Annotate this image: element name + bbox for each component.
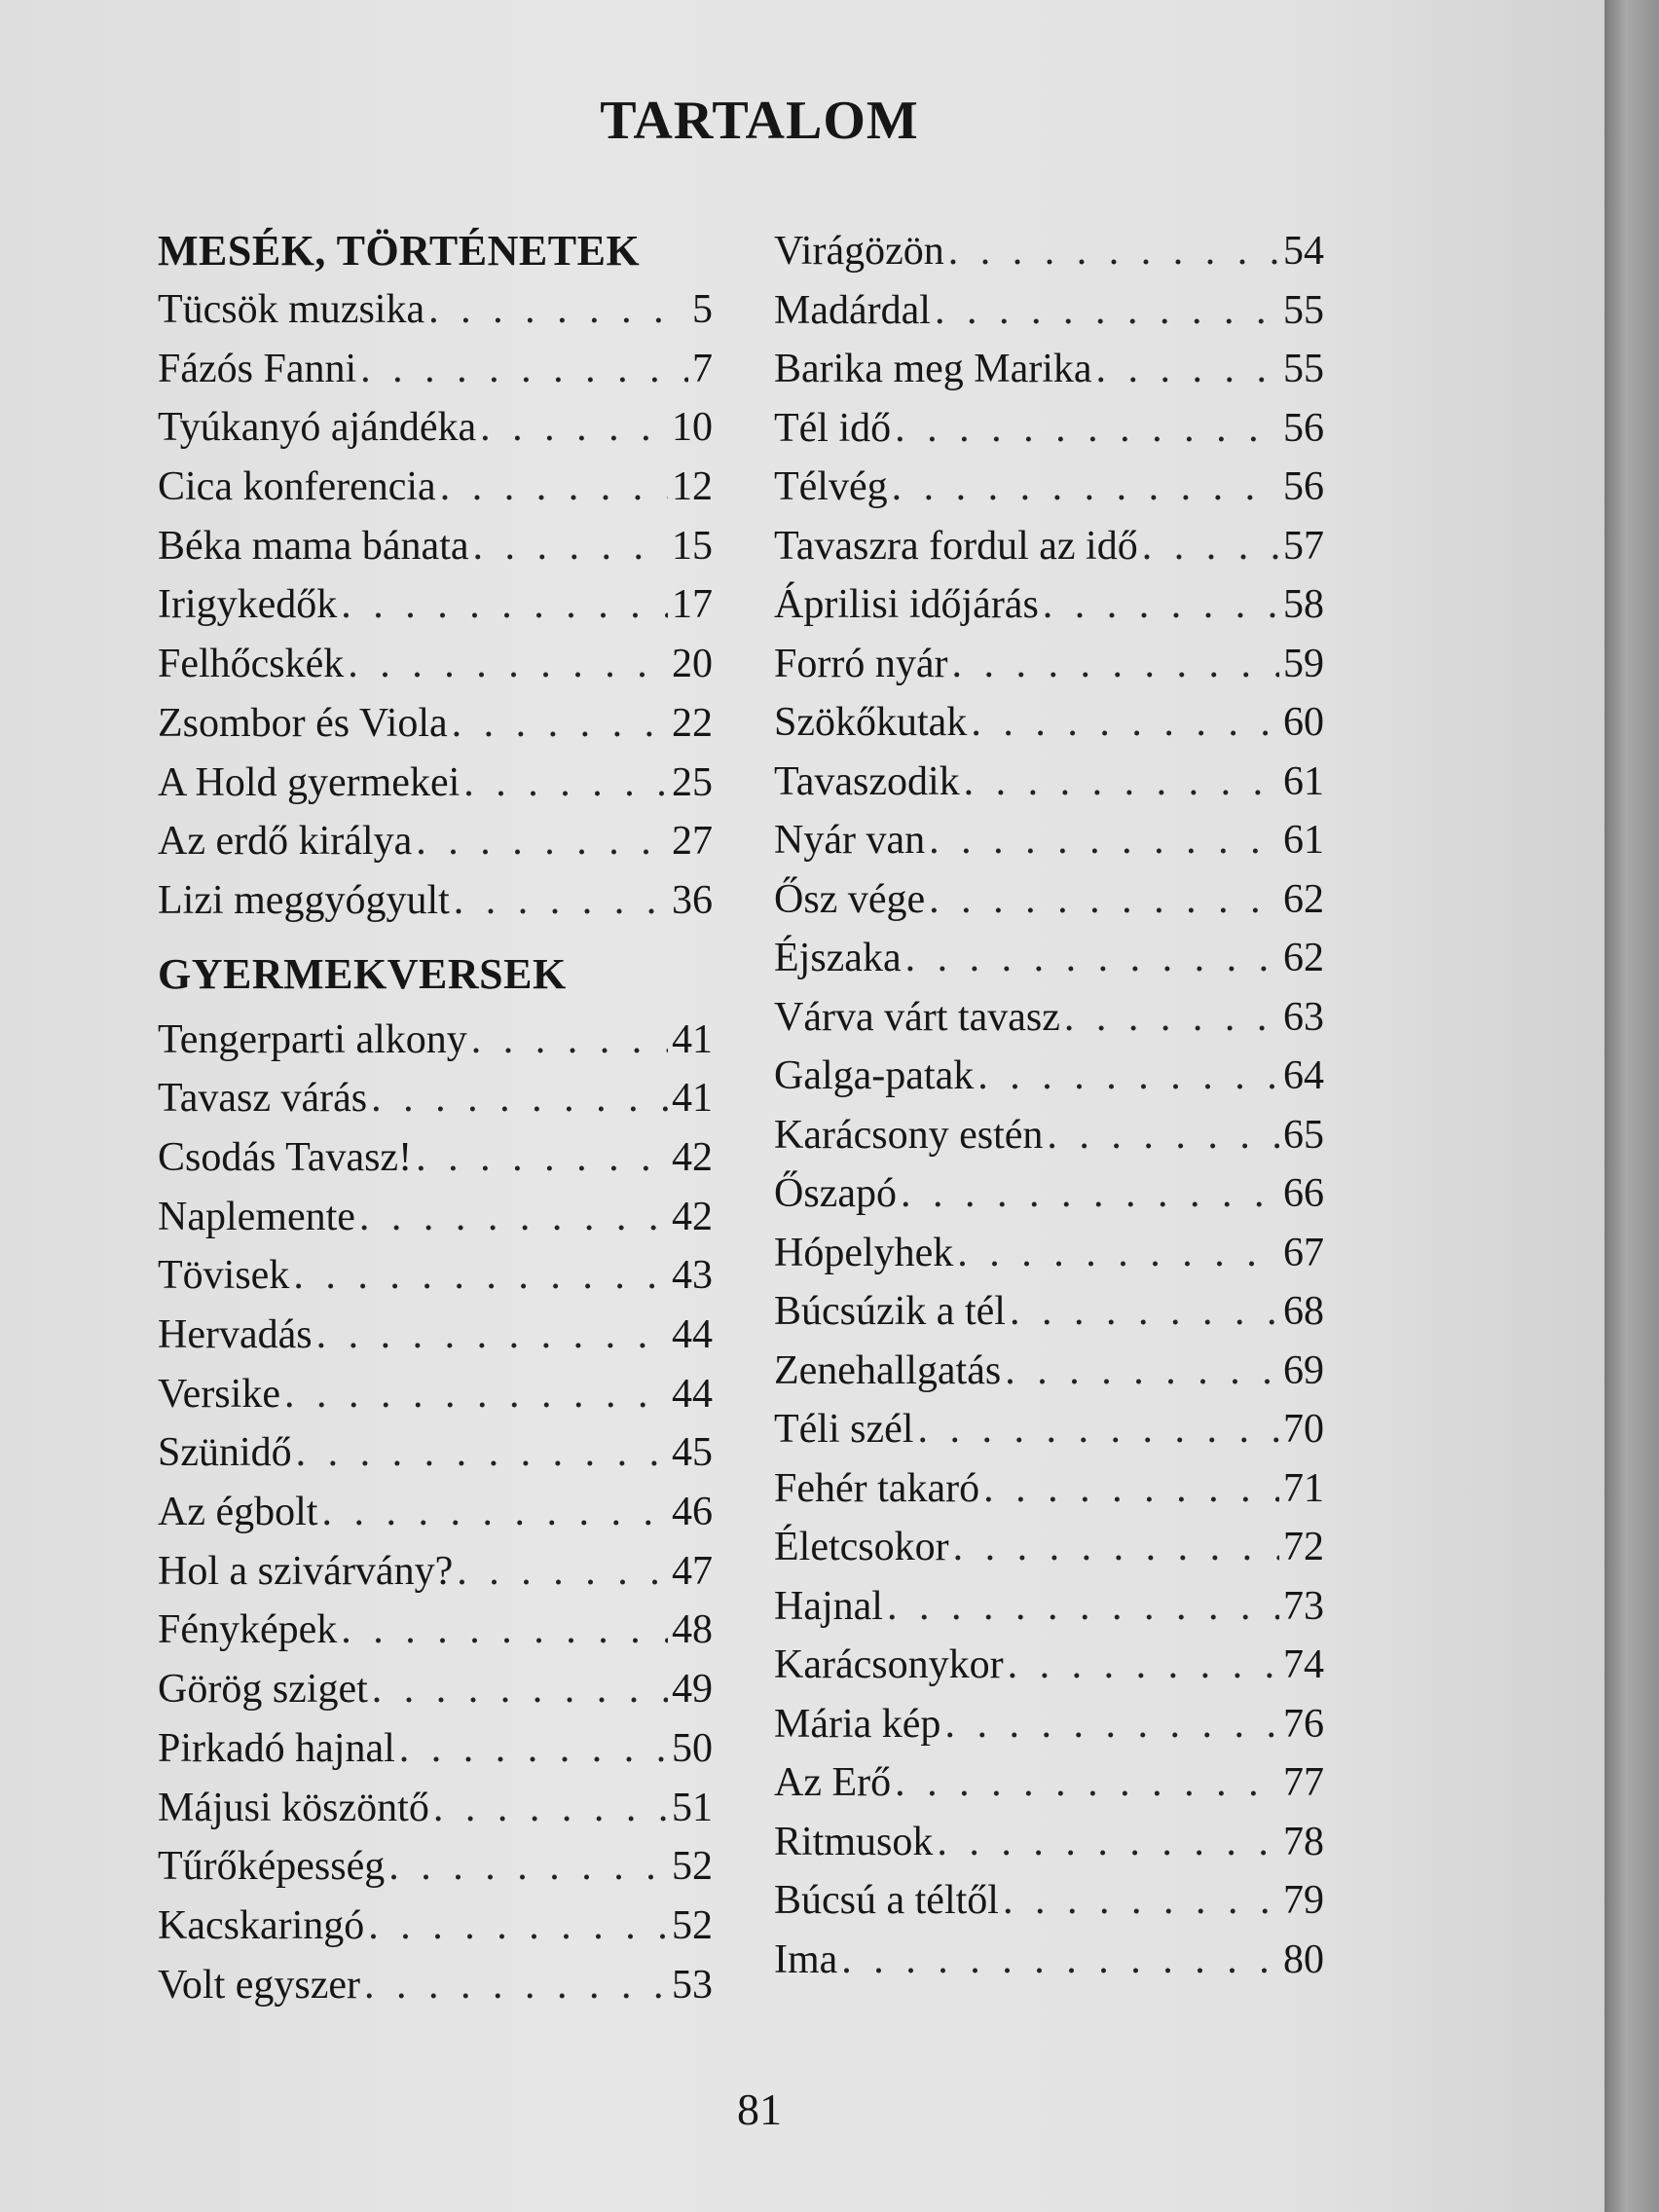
dot-leader [953,1518,1279,1576]
toc-entry [158,280,713,340]
toc-entry [774,1224,1324,1283]
dot-leader [971,693,1279,752]
toc-entry-page: 56 [1283,464,1324,509]
toc-entry-title: Hervadás [158,1312,313,1357]
dot-leader [948,222,1279,280]
toc-entry-page: 65 [1283,1112,1324,1158]
toc-entry [774,988,1324,1048]
toc-entry-page: 54 [1283,229,1324,274]
dot-leader [471,1011,668,1069]
toc-entry-title: Életcsokor [774,1525,949,1569]
toc-entry [774,222,1324,281]
toc-entry-page: 63 [1283,994,1324,1040]
toc-entry-page: 7 [692,346,713,391]
toc-entry-page: 62 [1283,936,1324,980]
toc-entry-page: 78 [1283,1819,1324,1864]
toc-entry-page: 36 [672,877,713,923]
toc-entry [158,1660,713,1719]
dot-leader [944,1695,1279,1753]
dot-leader [1142,517,1279,575]
toc-entry-title: Zenehallgatás [774,1347,1002,1393]
dot-leader [929,870,1279,929]
toc-entry-page: 71 [1283,1465,1324,1511]
right-list [774,222,1324,1989]
toc-entry-title: Téli szél [774,1407,914,1452]
toc-entry-page: 60 [1283,700,1324,745]
toc-entry-page: 41 [672,1076,713,1122]
toc-entry [158,1601,713,1660]
dot-leader [901,1164,1279,1223]
toc-entry-page: 72 [1283,1525,1324,1569]
toc-entry-page: 25 [672,759,713,805]
toc-entry-title: Tengerparti alkony [158,1016,467,1062]
toc-entry-title: Virágözön [774,229,944,274]
dot-leader [895,1753,1279,1812]
toc-entry [774,1518,1324,1577]
toc-entry [774,1931,1324,1990]
dot-leader [360,340,688,398]
toc-entry-title: Tücsök muzsika [158,287,425,332]
toc-entry [158,1423,713,1483]
toc-entry-title: Zsombor és Viola [158,700,448,746]
toc-entry-page: 22 [672,700,713,746]
dot-leader [473,517,668,575]
toc-entry-page: 55 [1283,347,1324,391]
toc-entry-page: 56 [1283,405,1324,451]
toc-entry-title: Nyár van [774,818,926,863]
toc-entry [774,870,1324,930]
toc-entry-title: Lizi meggyógyult [158,877,450,923]
toc-entry-title: Az égbolt [158,1490,318,1535]
toc-entry-title: Karácsony estén [774,1112,1044,1158]
dot-leader [917,1400,1279,1458]
toc-entry [774,1047,1324,1106]
toc-entry [774,575,1324,635]
toc-entry-page: 5 [692,287,713,332]
toc-entry-page: 50 [672,1725,713,1771]
toc-entry-page: 42 [672,1194,713,1239]
toc-entry-page: 80 [1283,1936,1324,1982]
toc-entry-page: 44 [672,1371,713,1417]
toc-entry-title: Forró nyár [774,641,948,686]
toc-entry-title: Éjszaka [774,936,902,980]
dot-leader [1003,1871,1279,1930]
toc-entry-title: Béka mama bánata [158,523,469,569]
dot-leader [905,929,1279,987]
dot-leader [841,1931,1279,1989]
dot-leader [399,1719,668,1778]
toc-entry-title: Várva várt tavasz [774,994,1060,1040]
dot-leader [983,1459,1279,1518]
dot-leader [480,398,668,457]
toc-entry-page: 73 [1283,1583,1324,1629]
dot-leader [359,1188,668,1246]
dot-leader [957,1224,1279,1282]
toc-entry [158,1719,713,1779]
toc-entry-title: Ritmusok [774,1819,934,1864]
section-heading-stories: MESÉK, TÖRTÉNETEK [158,227,641,275]
page-number: 81 [737,2084,782,2134]
toc-entry-title: Fényképek [158,1607,338,1653]
toc-entry-title: Karácsonykor [774,1642,1004,1687]
toc-entry-title: Görög sziget [158,1667,368,1713]
toc-entry-page: 61 [1283,818,1324,863]
dot-leader [1047,1106,1279,1164]
dot-leader [1008,1636,1279,1694]
dot-leader [964,753,1279,811]
toc-entry [774,753,1324,812]
toc-entry [158,812,713,871]
toc-entry [158,694,713,754]
book-edge [1604,0,1659,2212]
dot-leader [937,1813,1279,1871]
toc-entry-page: 44 [672,1312,713,1357]
toc-entry-page: 57 [1283,523,1324,569]
toc-entry-title: Őszapó [774,1171,897,1216]
toc-entry [158,1956,713,2015]
toc-entry [158,1779,713,1838]
toc-entry-title: Versike [158,1371,280,1417]
toc-entry-title: Hol a szivárvány? [158,1548,454,1594]
toc-entry-title: Mária kép [774,1701,941,1747]
dot-leader [371,1069,668,1127]
dot-leader [1064,988,1279,1047]
toc-entry-page: 51 [672,1785,713,1830]
toc-entry [158,575,713,635]
toc-entry [774,1164,1324,1224]
toc-entry [774,1282,1324,1342]
toc-entry-page: 59 [1283,641,1324,686]
toc-entry-title: Fehér takaró [774,1465,980,1511]
toc-entry-title: Kacskaringó [158,1902,365,1948]
dot-leader [935,281,1279,340]
toc-entry-page: 20 [672,642,713,687]
toc-entry [158,1188,713,1247]
toc-entry [774,1695,1324,1754]
toc-entry-page: 52 [672,1844,713,1890]
toc-entry-title: Madárdal [774,287,931,333]
toc-entry-page: 12 [672,464,713,510]
toc-entry-page: 15 [672,523,713,569]
dot-leader [364,1956,668,2014]
toc-entry-title: Szökőkutak [774,700,968,745]
poems-list [158,1011,713,2015]
toc-entry-title: Naplemente [158,1194,355,1239]
dot-leader [341,575,668,634]
dot-leader [416,1128,668,1187]
toc-entry-page: 70 [1283,1407,1324,1452]
toc-entry [774,1106,1324,1165]
toc-entry [158,1897,713,1956]
dot-leader [428,280,688,339]
dot-leader [368,1897,668,1955]
toc-entry [158,1246,713,1306]
toc-entry-title: Az erdő királya [158,819,413,865]
toc-entry-title: Ima [774,1936,838,1982]
toc-entry-title: Hópelyhek [774,1230,954,1275]
toc-entry-title: Tyúkanyó ajándéka [158,405,477,451]
toc-entry-page: 10 [672,405,713,451]
toc-entry [158,754,713,813]
dot-leader [977,1047,1279,1105]
toc-entry-page: 58 [1283,582,1324,627]
toc-entry-page: 66 [1283,1171,1324,1216]
toc-entry-page: 53 [672,1962,713,2008]
toc-entry-page: 79 [1283,1878,1324,1923]
dot-leader [452,694,668,753]
toc-entry-title: Tavaszra fordul az idő [774,523,1138,569]
toc-entry-page: 46 [672,1490,713,1535]
toc-entry-title: Az Erő [774,1760,892,1805]
toc-entry-title: A Hold gyermekei [158,759,461,805]
toc-entry [158,871,713,931]
toc-entry-page: 42 [672,1134,713,1180]
dot-leader [296,1423,668,1482]
toc-entry [774,1342,1324,1401]
toc-entry-title: Tavasz várás [158,1076,368,1122]
toc-entry [158,398,713,458]
toc-entry-title: Cica konferencia [158,464,436,510]
toc-entry-page: 68 [1283,1289,1324,1334]
dot-leader [892,458,1279,516]
toc-entry-page: 52 [672,1902,713,1948]
toc-entry [774,517,1324,576]
dot-leader [463,754,668,812]
toc-entry [774,693,1324,753]
toc-entry-page: 49 [672,1667,713,1713]
toc-entry-title: Tavaszodik [774,758,960,804]
toc-entry-title: Májusi köszöntő [158,1785,429,1830]
section-heading-poems: GYERMEKVERSEK [158,949,567,998]
toc-entry-page: 45 [672,1430,713,1476]
toc-entry [158,1306,713,1365]
toc-entry-page: 17 [672,582,713,628]
toc-entry-title: Tél idő [774,405,892,451]
right-column [774,222,1324,1989]
toc-entry-title: Csodás Tavasz! [158,1134,413,1180]
dot-leader [929,811,1279,869]
toc-entry-title: Tűrőképesség [158,1844,386,1890]
toc-entry [158,517,713,576]
toc-entry [158,1128,713,1188]
toc-entry-title: Pirkadó hajnal [158,1725,395,1771]
toc-entry [774,1813,1324,1872]
toc-entry-page: 77 [1283,1760,1324,1805]
dot-leader [440,458,668,516]
toc-entry [774,811,1324,870]
toc-entry-title: Ősz vége [774,876,926,922]
toc-entry-title: Felhőcskék [158,642,345,687]
toc-entry-title: Áprilisi időjárás [774,582,1039,627]
dot-leader [951,635,1279,693]
toc-entry [774,635,1324,694]
toc-entry-title: Búcsú a téltől [774,1878,999,1923]
toc-entry [158,340,713,399]
toc-entry-page: 62 [1283,876,1324,922]
toc-entry [774,458,1324,517]
toc-entry-title: Hajnal [774,1583,883,1629]
dot-leader [895,399,1279,458]
dot-leader [1010,1282,1279,1341]
toc-entry-title: Búcsúzik a tél [774,1289,1006,1334]
page-title: TARTALOM [600,91,919,151]
toc-entry-page: 41 [672,1016,713,1062]
toc-entry [774,1636,1324,1695]
toc-entry-page: 61 [1283,758,1324,804]
toc-entry-title: Télvég [774,464,888,509]
toc-entry [774,1871,1324,1931]
dot-leader [321,1483,668,1541]
toc-entry-page: 67 [1283,1230,1324,1275]
toc-entry-title: Galga-patak [774,1053,975,1098]
toc-entry-title: Barika meg Marika [774,347,1092,391]
dot-leader [284,1365,668,1423]
toc-entry-title: Volt egyszer [158,1962,361,2008]
toc-entry-page: 76 [1283,1701,1324,1747]
toc-entry [158,1483,713,1542]
toc-entry-page: 47 [672,1548,713,1594]
left-column [158,222,713,2014]
dot-leader [1005,1342,1279,1400]
toc-entry [158,1837,713,1897]
toc-entry-page: 74 [1283,1642,1324,1687]
toc-entry [774,399,1324,459]
dot-leader [433,1779,668,1837]
toc-entry-title: Irigykedők [158,582,338,628]
toc-entry [774,1400,1324,1459]
dot-leader [457,1542,668,1601]
stories-list [158,280,713,931]
toc-entry-title: Szünidő [158,1430,292,1476]
toc-entry [774,1577,1324,1637]
dot-leader [372,1660,668,1718]
toc-entry [774,281,1324,341]
toc-entry [158,458,713,517]
toc-entry [774,1459,1324,1519]
toc-entry-page: 69 [1283,1347,1324,1393]
toc-entry [158,635,713,694]
dot-leader [341,1601,668,1659]
toc-entry-page: 64 [1283,1053,1324,1098]
toc-entry [774,929,1324,988]
dot-leader [887,1577,1279,1636]
dot-leader [416,812,668,870]
dot-leader [348,635,668,693]
dot-leader [1043,575,1279,634]
dot-leader [1096,340,1279,398]
dot-leader [454,871,668,930]
dot-leader [388,1837,668,1896]
toc-entry-title: Tövisek [158,1253,290,1299]
dot-leader [293,1246,668,1305]
toc-entry [158,1542,713,1602]
dot-leader [316,1306,668,1364]
toc-entry-page: 43 [672,1253,713,1299]
toc-entry [158,1069,713,1128]
toc-entry [158,1365,713,1424]
toc-entry-page: 55 [1283,287,1324,333]
toc-entry-title: Fázós Fanni [158,346,357,391]
toc-entry [774,1753,1324,1813]
toc-entry [774,340,1324,399]
toc-entry-page: 27 [672,819,713,865]
toc-entry-page: 48 [672,1607,713,1653]
toc-entry [158,1011,713,1070]
